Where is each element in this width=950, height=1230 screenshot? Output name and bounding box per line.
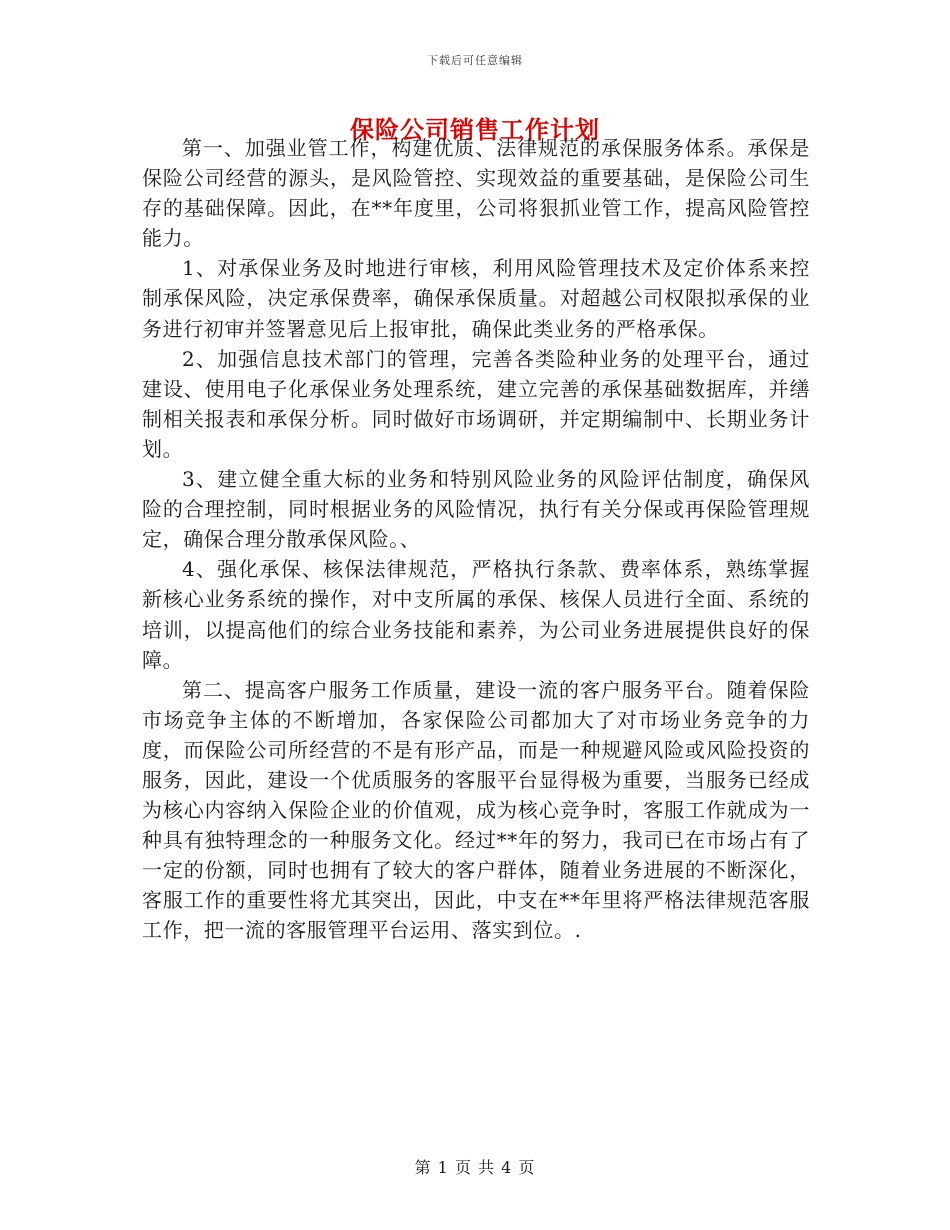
paragraph-5: 4、强化承保、核保法律规范，严格执行条款、费率体系，熟练掌握新核心业务系统的操作，对中支所属的承保、核保人员进行全面、系统的培训，以提高他们的综合业务技能和素养，为公司业务进展提供良好的保障。 bbox=[142, 557, 810, 672]
header-note: 下载后可任意编辑 bbox=[427, 54, 523, 67]
document-title: 保险公司销售工作计划 bbox=[350, 115, 600, 144]
paragraph-4: 3、建立健全重大标的业务和特别风险业务的风险评估制度，确保风险的合理控制，同时根据业务的风险情况，执行有关分保或再保险管理规定，确保合理分散承保风险。、 bbox=[142, 467, 810, 552]
paragraph-1: 第一、加强业管工作，构建优质、法律规范的承保服务体系。承保是保险公司经营的源头，是风险管控、实现效益的重要基础，是保险公司生存的基础保障。因此，在**年度里，公司将狠抓业管工作，提高风险管控能力。 bbox=[142, 136, 810, 251]
document-body bbox=[142, 133, 810, 946]
paragraph-6: 第二、提高客户服务工作质量，建设一流的客户服务平台。随着保险市场竞争主体的不断增加，各家保险公司都加大了对市场业务竞争的力度，而保险公司所经营的不是有形产品，而是一种规避风险或风险投资的服务，因此，建设一个优质服务的客服平台显得极为重要，当服务已经成为核心内容纳入保险企业的价值观，成为核心竞争时，客服工作就成为一种具有独特理念的一种服务文化。经过**年的努力，我司已在市场占有了一定的份额，同时也拥有了较大的客户群体，随着业务进展的不断深化，客服工作的重要性将尤其突出，因此，中支在**年里将严格法律规范客服工作，把一流的客服管理平台运用、落实到位。. bbox=[142, 677, 810, 943]
paragraph-2: 1、对承保业务及时地进行审核，利用风险管理技术及定价体系来控制承保风险，决定承保费率，确保承保质量。对超越公司权限拟承保的业务进行初审并签署意见后上报审批，确保此类业务的严格承保。 bbox=[142, 256, 810, 341]
paragraph-3: 2、加强信息技术部门的管理，完善各类险种业务的处理平台，通过建设、使用电子化承保业务处理系统，建立完善的承保基础数据库，并缮制相关报表和承保分析。同时做好市场调研，并定期编制中、长期业务计划。 bbox=[142, 346, 810, 461]
page-number-footer: 第 1 页 共 4 页 bbox=[414, 1158, 536, 1177]
